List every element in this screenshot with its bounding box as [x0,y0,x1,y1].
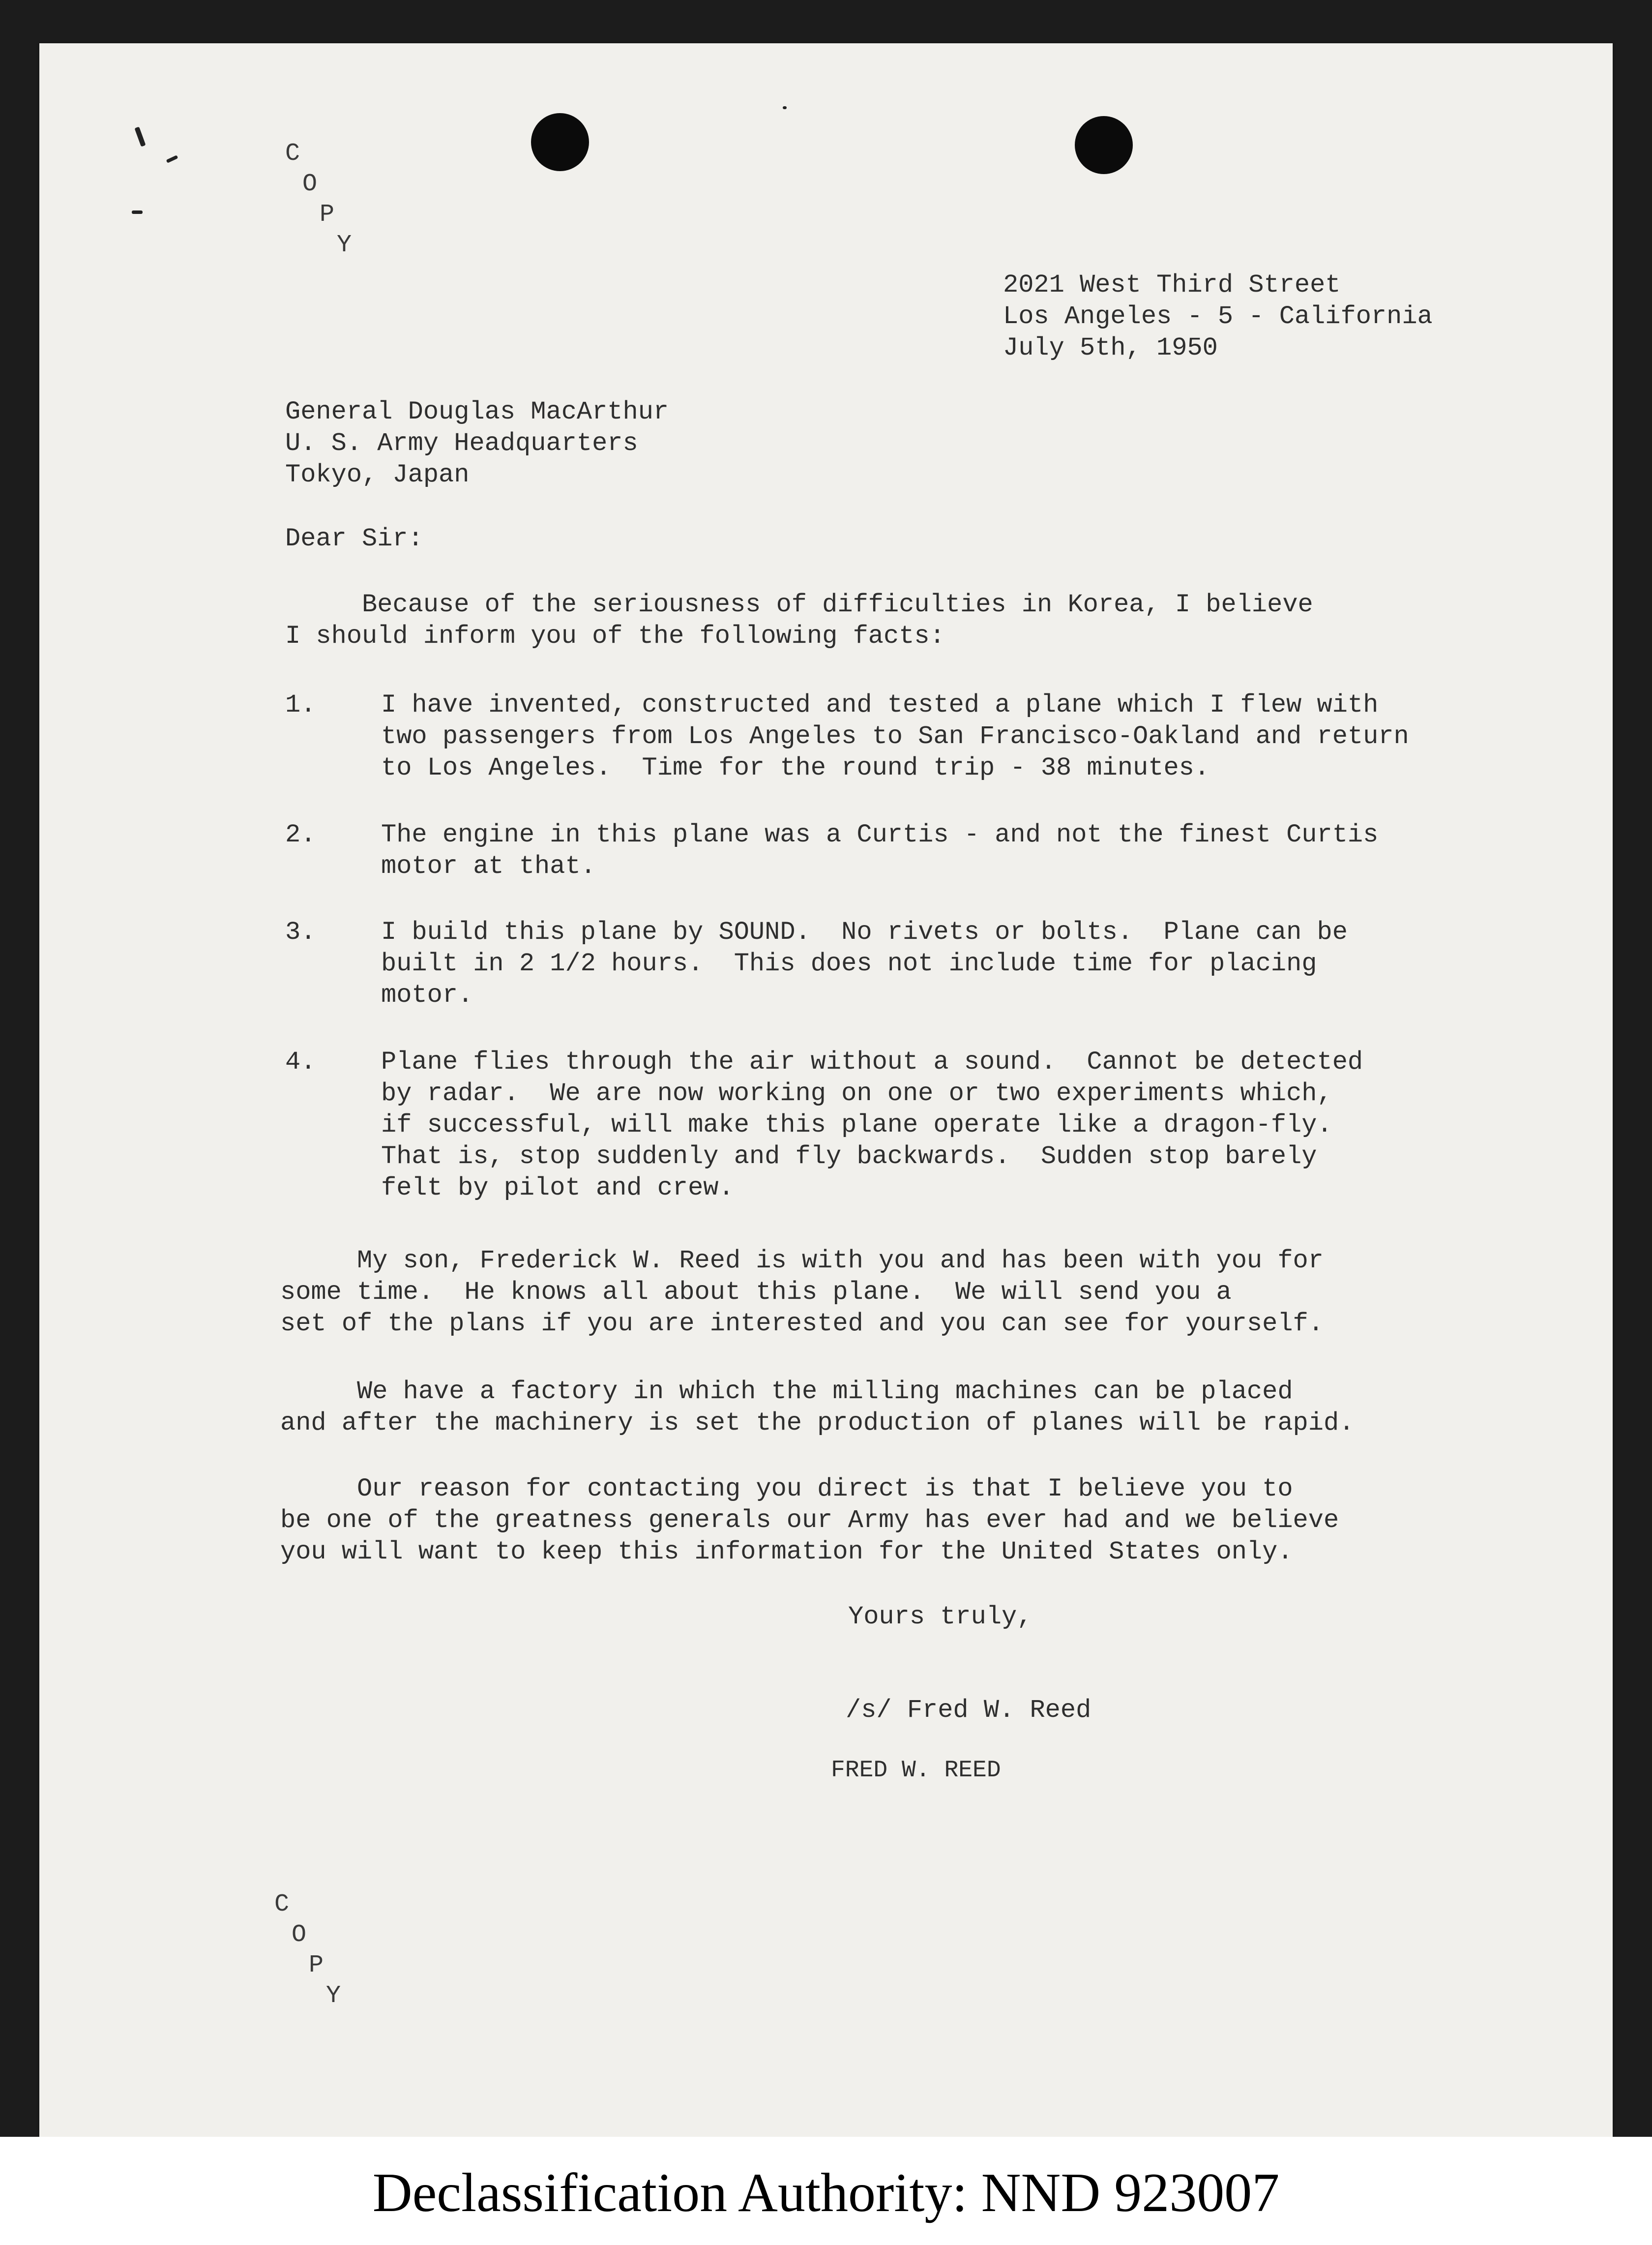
point-line: to Los Angeles. Time for the round trip - 38 minutes. [381,753,1210,782]
copy-mark-bottom-c: C [274,1890,290,1918]
declassification-footer [0,2137,1652,2245]
declassification-text: Declassification Authority: NND 923007 [372,2162,1280,2223]
sender-city: Los Angeles - 5 - California [1003,302,1433,331]
sender-street: 2021 West Third Street [1003,270,1341,299]
point-number: 2. [285,820,316,849]
point-number: 3. [285,918,316,947]
point-line: if successful, will make this plane operate like a dragon-fly. [381,1110,1332,1139]
ink-mark [783,106,787,109]
point-line: motor at that. [381,852,596,881]
point-line: motor. [381,981,473,1010]
point-line: felt by pilot and crew. [381,1173,734,1202]
paragraph-line: some time. He knows all about this plane. We will send you a [280,1278,1232,1307]
signature-line: /s/ Fred W. Reed [846,1696,1092,1725]
salutation: Dear Sir: [285,524,423,553]
punch-hole-right [1075,116,1133,174]
point-line: I build this plane by SOUND. No rivets or bolts. Plane can be [381,918,1348,947]
paragraph-line: and after the machinery is set the production of planes will be rapid. [280,1408,1355,1437]
point-line: by radar. We are now working on one or two experiments which, [381,1079,1332,1108]
typed-name: FRED W. REED [831,1757,1001,1784]
point-line: That is, stop suddenly and fly backwards. Sudden stop barely [381,1142,1317,1171]
paragraph-line: set of the plans if you are interested and you can see for yourself. [280,1309,1324,1338]
closing: Yours truly, [848,1602,1032,1631]
recipient-location: Tokyo, Japan [285,460,470,489]
ink-mark [132,210,143,214]
paragraph-line: be one of the greatness generals our Army has ever had and we believe [280,1506,1339,1535]
intro-line: Because of the seriousness of difficulties in Korea, I believe [285,590,1313,619]
letter-date: July 5th, 1950 [1003,333,1218,362]
intro-line: I should inform you of the following facts: [285,622,945,651]
recipient-name: General Douglas MacArthur [285,397,669,426]
copy-mark-top-p: P [320,201,335,229]
ink-mark [166,155,178,163]
copy-mark-bottom-o: O [292,1921,307,1949]
punch-hole-left [531,113,589,171]
copy-mark-bottom-y: Y [326,1982,341,2010]
paragraph-line: We have a factory in which the milling machines can be placed [280,1377,1293,1406]
point-number: 1. [285,690,316,719]
recipient-org: U. S. Army Headquarters [285,429,638,458]
copy-mark-top-y: Y [337,231,352,259]
paragraph-line: you will want to keep this information for the United States only. [280,1537,1293,1566]
ink-mark [134,126,146,147]
letter-page [39,43,1613,2137]
point-line: two passengers from Los Angeles to San Francisco-Oakland and return [381,722,1409,751]
copy-mark-bottom-p: P [309,1951,324,1979]
copy-mark-top-c: C [285,140,300,168]
point-line: built in 2 1/2 hours. This does not include time for placing [381,949,1317,978]
point-line: The engine in this plane was a Curtis - and not the finest Curtis [381,820,1379,849]
paragraph-line: My son, Frederick W. Reed is with you and has been with you for [280,1246,1324,1275]
point-number: 4. [285,1048,316,1077]
paragraph-line: Our reason for contacting you direct is that I believe you to [280,1474,1293,1503]
point-line: I have invented, constructed and tested a plane which I flew with [381,690,1379,719]
point-line: Plane flies through the air without a sound. Cannot be detected [381,1048,1363,1077]
copy-mark-top-o: O [302,170,318,198]
